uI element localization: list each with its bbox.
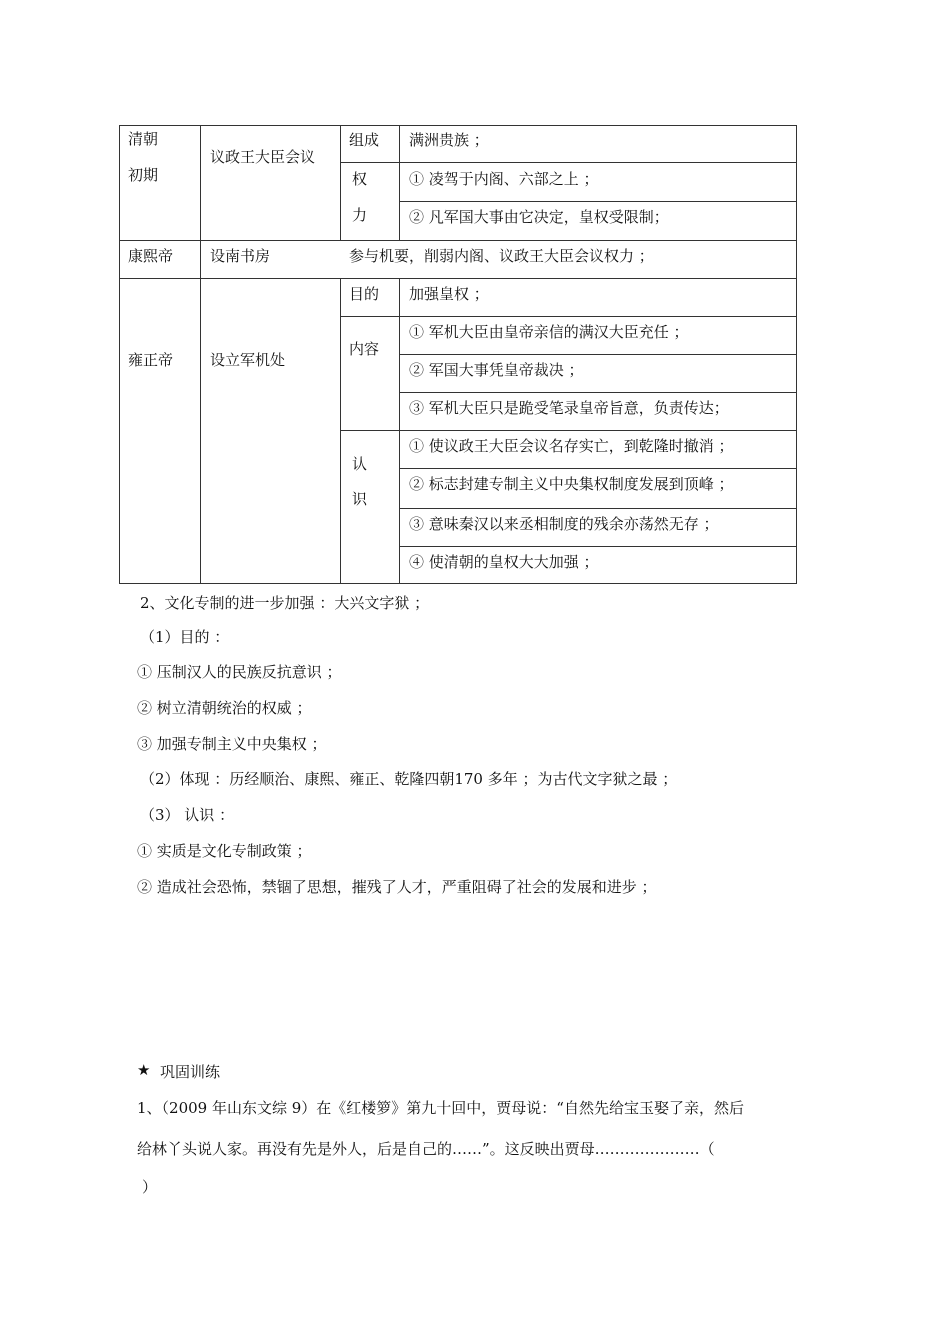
measure-south-study: 设南书房 [210, 247, 271, 265]
power-label-2: 力 [352, 206, 368, 224]
composition-value: 满洲贵族 ； [409, 131, 489, 149]
star-icon: ★ [137, 1061, 151, 1079]
content-item: ① 军机大臣由皇帝亲信的满汉大臣充任 ； [409, 323, 689, 341]
understanding-item: ④ 使清朝的皇权大大加强 ； [409, 553, 599, 571]
section2-purpose-item: ③ 加强专制主义中央集权 ； [137, 735, 327, 753]
understanding-item: ① 使议政王大臣会议名存实亡，到乾隆时撤消 ； [409, 437, 734, 455]
section2-understanding-item: ② 造成社会恐怖，禁锢了思想，摧残了人才，严重阻碍了社会的发展和进步 ； [137, 878, 657, 896]
understanding-item: ② 标志封建专制主义中央集权制度发展到顶峰 ； [409, 475, 734, 493]
understanding-label-1: 认 [352, 455, 368, 473]
period-yongzheng: 雍正帝 [128, 351, 174, 369]
measure-council: 议政王大臣会议 [210, 148, 316, 166]
section2-understanding-item: ① 实质是文化专制政策 ； [137, 842, 312, 860]
section2-heading: 2、文化专制的进一步加强 ：大兴文字狱 ； [140, 594, 430, 612]
composition-label: 组成 [349, 131, 380, 149]
power-item: ① 凌驾于内阁、六部之上 ； [409, 170, 599, 188]
content-label: 内容 [349, 340, 380, 358]
period-qing-early-line2: 初期 [128, 166, 159, 184]
power-item: ② 凡军国大事由它决定，皇权受限制； [409, 208, 669, 226]
measure-grand-council: 设立军机处 [210, 351, 286, 369]
question-1-line-2: 给林丫头说人家。再没有先是外人，后是自己的……”。这反映出贾母…………………（ [137, 1140, 715, 1158]
understanding-label-2: 识 [352, 490, 368, 508]
section2-purpose-item: ① 压制汉人的民族反抗意识 ； [137, 663, 342, 681]
power-label-1: 权 [352, 170, 368, 188]
content-item: ③ 军机大臣只是跪受笔录皇帝旨意，负责传达； [409, 399, 729, 417]
period-qing-early-line1: 清朝 [128, 130, 159, 148]
section2-purpose-heading: （1）目的 ： [140, 628, 230, 646]
question-1-line-3: ） [142, 1178, 158, 1196]
section2-purpose-item: ② 树立清朝统治的权威 ； [137, 699, 312, 717]
understanding-item: ③ 意味秦汉以来丞相制度的残余亦荡然无存 ； [409, 515, 719, 533]
purpose-label: 目的 [349, 285, 380, 303]
practice-heading: 巩固训练 [160, 1063, 221, 1081]
section2-manifestation: （2）体现 ：历经顺治、康熙、雍正、乾隆四朝170 多年 ；为古代文字狱之最 ； [140, 770, 678, 788]
purpose-value: 加强皇权 ； [409, 285, 489, 303]
content-item: ② 军国大事凭皇帝裁决 ； [409, 361, 584, 379]
period-kangxi: 康熙帝 [128, 247, 174, 265]
question-1-line-1: 1、（2009 年山东文综 9）在《红楼箩》第九十回中，贾母说：“自然先给宝玉娶了亲，然后 [137, 1099, 744, 1117]
kangxi-content: 参与机要，削弱内阁、议政王大臣会议权力 ； [349, 247, 654, 265]
section2-understanding-heading: （3） 认识 ： [140, 806, 235, 824]
